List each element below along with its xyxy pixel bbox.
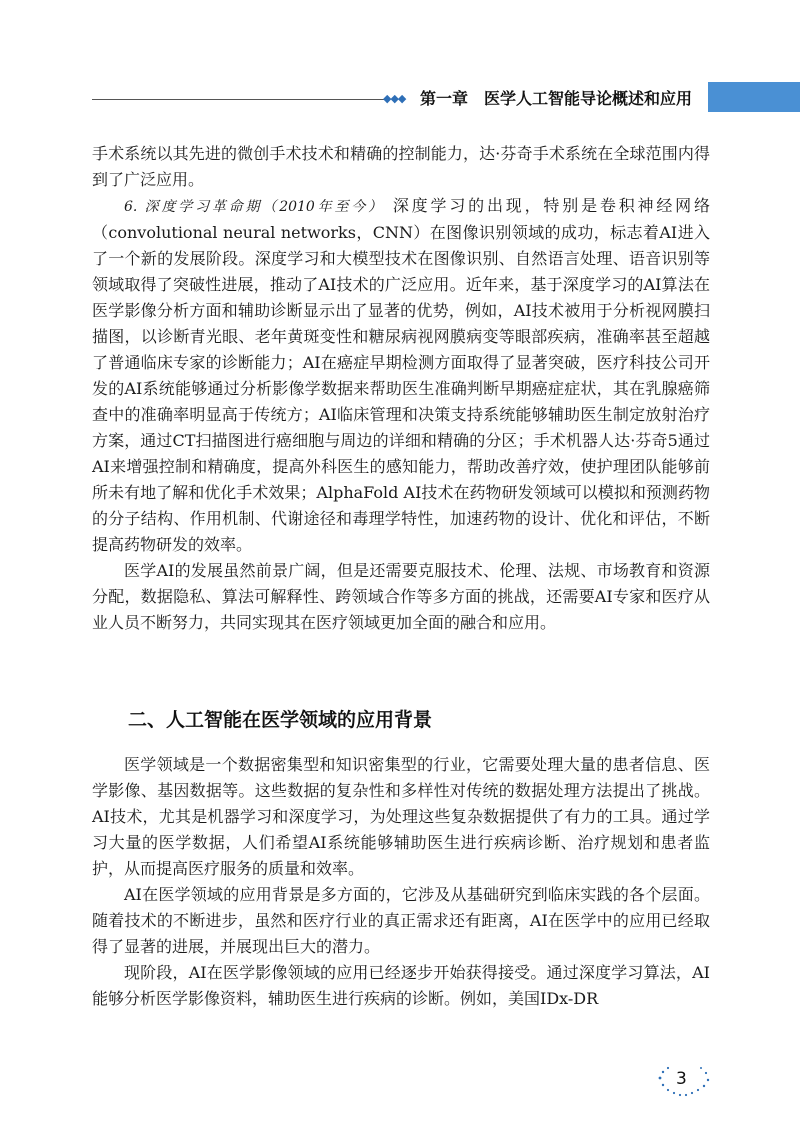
paragraph-2-text: 深度学习的出现，特别是卷积神经网络（convolutional neural networks，CNN）在图像识别领域的成功，标志着AI进入了一个新的发展阶段。深度学习和大模型技术在图像识别、自然语言处理、语音识别等领域取得了突破性进展，推动了AI技术的广泛应用。近年来，基于深度学习的AI算法在医学影像分析方面和辅助诊断显示出了显著的优势，例如，AI技术被用于分析视网膜扫描图，以诊断青光眼、老年黄斑变性和糖尿病视网膜病变等眼部疾病，准确率甚至超越了普通临床专家的诊断能力；AI在癌症早期检测方面取得了显著突破，医疗科技公司开发的AI系统能够通过分析影像学数据来帮助医生准确判断早期癌症症状，其在乳腺癌筛查中的准确率明显高于传统方；AI临床管理和决策支持系统能够辅助医生制定放射治疗方案，通过CT扫描图进行癌细胞与周边的详细和精确的分区；手术机器人达·芬奇5通过AI来增强控制和精确度，提高外科医生的感知能力，帮助改善疗效，使护理团队能够前所未有地了解和优化手术效果；AlphaFold AI技术在药物研发领域可以模拟和预测药物的分子结构、作用机制、代谢途径和毒理学特性，加速药物的设计、优化和评估，不断提高药物研发的效率。 [92,196,711,554]
period-label: 6. 深度学习革命期（2010年至今） [124,199,385,215]
paragraph-4: 医学领域是一个数据密集型和知识密集型的行业，它需要处理大量的患者信息、医学影像、基因数据等。这些数据的复杂性和多样性对传统的数据处理方法提出了挑战。AI技术，尤其是机器学习和深度学习，为处理这些复杂数据提供了有力的工具。通过学习大量的医学数据，人们希望AI系统能够辅助医生进行疾病诊断、治疗规划和患者监护，从而提高医疗服务的质量和效率。 [92,755,710,878]
paragraph-3: 医学AI的发展虽然前景广阔，但是还需要克服技术、伦理、法规、市场教育和资源分配，数据隐私、算法可解释性、跨领域合作等多方面的挑战，还需要AI专家和医疗从业人员不断努力，共同实现其在医疗领域更加全面的融合和应用。 [92,561,710,632]
paragraph-1: 手术系统以其先进的微创手术技术和精确的控制能力，达·芬奇手术系统在全球范围内得到了广泛应用。 [92,144,710,189]
paragraph-6: 现阶段，AI在医学影像领域的应用已经逐步开始获得接受。通过深度学习算法，AI能够分析医学影像资料，辅助医生进行疾病的诊断。例如，美国IDx-DR [92,963,710,1008]
paragraph-2 [92,193,710,558]
body-block-1 [92,141,710,636]
header-rule [92,99,384,100]
body-block-2 [92,752,710,1012]
section-heading: 二、人工智能在医学领域的应用背景 [128,709,433,731]
page-number: 3 [676,1069,687,1089]
chapter-header-title: 第一章 医学人工智能导论概述和应用 [420,89,693,108]
header-diamonds-icon: ◆◆◆ [383,92,406,105]
paragraph-5: AI在医学领域的应用背景是多方面的，它涉及从基础研究到临床实践的各个层面。随着技术的不断进步，虽然和医疗行业的真正需求还有距离，AI在医学中的应用已经取得了显著的进展，并展现出巨大的潜力。 [92,885,710,956]
chapter-tab-marker [708,82,800,112]
